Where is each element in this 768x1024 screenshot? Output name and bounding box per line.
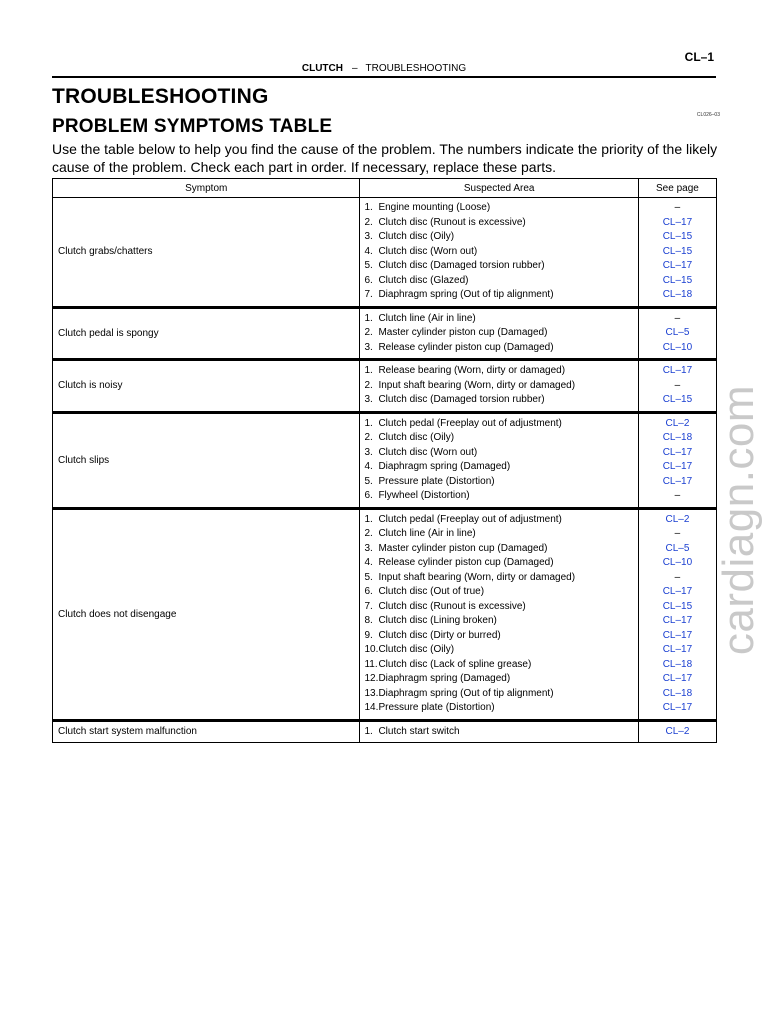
suspected-area-item bbox=[360, 643, 637, 658]
item-area: Clutch line (Air in line) bbox=[378, 528, 476, 539]
page-reference-link[interactable]: CL–18 bbox=[662, 289, 693, 300]
suspected-area-item bbox=[360, 312, 637, 327]
suspected-area-item bbox=[360, 672, 637, 687]
item-number: 7. bbox=[364, 289, 373, 300]
header-rule bbox=[52, 76, 716, 78]
item-number: 5. bbox=[364, 260, 373, 271]
suspected-area-cell bbox=[360, 720, 638, 743]
item-area: Clutch disc (Worn out) bbox=[378, 446, 478, 458]
item-area: Engine mounting (Loose) bbox=[378, 202, 491, 213]
suspected-area-cell bbox=[360, 307, 638, 360]
suspected-area-item bbox=[360, 614, 637, 629]
suspected-area-item bbox=[360, 542, 637, 557]
symptom-cell: Clutch is noisy bbox=[53, 360, 360, 413]
see-page-cell bbox=[638, 198, 716, 308]
suspected-area-item bbox=[360, 687, 637, 702]
see-page-cell bbox=[638, 307, 716, 360]
item-area: Clutch start switch bbox=[378, 725, 460, 737]
item-area: Diaphragm spring (Out of tip alignment) bbox=[378, 289, 554, 300]
item-number: 12. bbox=[364, 673, 379, 684]
page-reference-link[interactable]: CL–5 bbox=[665, 542, 690, 554]
item-area: Release bearing (Worn, dirty or damaged) bbox=[378, 365, 566, 376]
running-header bbox=[52, 63, 716, 74]
suspected-area-item bbox=[360, 658, 637, 673]
suspected-area-item bbox=[360, 431, 637, 446]
suspected-area-cell bbox=[360, 198, 638, 308]
page-reference-link[interactable]: CL–17 bbox=[662, 629, 693, 641]
table-row bbox=[53, 720, 717, 743]
table-body bbox=[53, 198, 717, 743]
page-reference-link[interactable]: CL–2 bbox=[665, 513, 690, 525]
suspected-area-item bbox=[360, 585, 637, 600]
see-page-cell bbox=[638, 720, 716, 743]
item-number: 3. bbox=[364, 394, 373, 405]
suspected-area-item bbox=[360, 571, 637, 586]
item-number: 1. bbox=[364, 365, 373, 376]
item-number: 13. bbox=[364, 687, 379, 699]
item-area: Release cylinder piston cup (Damaged) bbox=[378, 557, 554, 568]
page-title: TROUBLESHOOTING bbox=[52, 85, 269, 108]
table-row bbox=[53, 198, 717, 308]
page-reference-link[interactable]: CL–17 bbox=[662, 475, 693, 487]
page-reference-link[interactable]: CL–17 bbox=[662, 644, 693, 655]
item-number: 3. bbox=[364, 446, 373, 458]
page-reference-link[interactable]: CL–17 bbox=[662, 365, 693, 376]
header-see-page: See page bbox=[638, 179, 716, 198]
symptom-cell: Clutch start system malfunction bbox=[53, 720, 360, 743]
item-number: 6. bbox=[364, 586, 373, 597]
item-area: Input shaft bearing (Worn, dirty or damaged) bbox=[378, 379, 576, 391]
page-reference-link[interactable]: CL–15 bbox=[662, 274, 693, 286]
item-area: Clutch line (Air in line) bbox=[378, 312, 476, 324]
item-number: 4. bbox=[364, 461, 373, 472]
suspected-area-item bbox=[360, 326, 637, 341]
suspected-area-item bbox=[360, 527, 637, 542]
item-number: 3. bbox=[364, 542, 373, 554]
item-number: 4. bbox=[364, 245, 373, 257]
page-reference-link[interactable]: CL–15 bbox=[662, 231, 693, 242]
suspected-area-item bbox=[360, 259, 637, 274]
page-reference-link[interactable]: CL–17 bbox=[662, 702, 693, 713]
suspected-area-item bbox=[360, 600, 637, 615]
item-area: Clutch pedal (Freeplay out of adjustment) bbox=[378, 417, 562, 429]
page-reference-link[interactable]: CL–5 bbox=[665, 327, 690, 338]
item-number: 2. bbox=[364, 379, 373, 391]
item-number: 1. bbox=[364, 202, 373, 213]
item-number: 6. bbox=[364, 490, 373, 501]
page-reference-link[interactable]: CL–17 bbox=[662, 673, 693, 684]
problem-symptoms-table bbox=[52, 178, 717, 743]
suspected-area-item bbox=[360, 364, 637, 379]
symptom-cell: Clutch grabs/chatters bbox=[53, 198, 360, 308]
page-reference-link[interactable]: CL–17 bbox=[662, 446, 693, 458]
page-reference-link[interactable]: CL–10 bbox=[662, 341, 693, 353]
item-number: 3. bbox=[364, 231, 373, 242]
suspected-area-item bbox=[360, 460, 637, 475]
suspected-area-item bbox=[360, 489, 637, 504]
item-area: Clutch disc (Damaged torsion rubber) bbox=[378, 394, 545, 405]
suspected-area-item bbox=[360, 230, 637, 245]
page-reference: – bbox=[674, 490, 681, 501]
item-number: 1. bbox=[364, 417, 373, 429]
item-area: Flywheel (Distortion) bbox=[378, 490, 470, 501]
page-reference: – bbox=[674, 379, 681, 391]
item-area: Clutch disc (Worn out) bbox=[378, 245, 478, 257]
page-reference-link[interactable]: CL–17 bbox=[662, 461, 693, 472]
item-number: 1. bbox=[364, 513, 373, 525]
section-title: PROBLEM SYMPTOMS TABLE bbox=[52, 116, 333, 137]
item-number: 2. bbox=[364, 528, 373, 539]
item-number: 11. bbox=[364, 658, 378, 670]
suspected-area-item bbox=[360, 556, 637, 571]
page-reference-link[interactable]: CL–17 bbox=[662, 260, 693, 271]
item-area: Clutch disc (Damaged torsion rubber) bbox=[378, 260, 545, 271]
item-area: Clutch disc (Lining broken) bbox=[378, 615, 497, 626]
item-area: Clutch disc (Runout is excessive) bbox=[378, 600, 526, 612]
page-reference: – bbox=[674, 528, 681, 539]
header-chapter: TROUBLESHOOTING bbox=[365, 63, 467, 74]
item-number: 1. bbox=[364, 312, 373, 324]
page-reference: – bbox=[674, 312, 681, 324]
page-reference: – bbox=[674, 571, 681, 583]
page-reference-link[interactable]: CL–18 bbox=[662, 687, 693, 699]
item-number: 4. bbox=[364, 557, 373, 568]
item-number: 2. bbox=[364, 432, 373, 443]
suspected-area-item bbox=[360, 274, 637, 289]
header-suspected-area: Suspected Area bbox=[360, 179, 638, 198]
table-row bbox=[53, 307, 717, 360]
item-area: Clutch disc (Oily) bbox=[378, 231, 455, 242]
suspected-area-cell bbox=[360, 412, 638, 508]
item-number: 10. bbox=[364, 644, 379, 655]
item-area: Clutch disc (Oily) bbox=[378, 432, 455, 443]
suspected-area-item bbox=[360, 725, 637, 740]
page-reference-link[interactable]: CL–2 bbox=[665, 417, 690, 429]
page-reference-link[interactable]: CL–17 bbox=[662, 615, 693, 626]
suspected-area-item bbox=[360, 216, 637, 231]
page-reference-link[interactable]: CL–10 bbox=[662, 557, 693, 568]
table-header-row bbox=[53, 179, 717, 198]
suspected-area-item bbox=[360, 446, 637, 461]
symptom-cell: Clutch slips bbox=[53, 412, 360, 508]
item-number: 14. bbox=[364, 702, 379, 713]
page-number: CL–1 bbox=[684, 50, 714, 64]
header-separator: – bbox=[351, 63, 358, 74]
suspected-area-cell bbox=[360, 360, 638, 413]
table-row bbox=[53, 412, 717, 508]
item-number: 8. bbox=[364, 615, 373, 626]
suspected-area-item bbox=[360, 393, 637, 408]
page-reference-link[interactable]: CL–18 bbox=[662, 432, 693, 443]
item-number: 7. bbox=[364, 600, 373, 612]
page-reference-link[interactable]: CL–17 bbox=[662, 586, 693, 597]
item-area: Diaphragm spring (Damaged) bbox=[378, 673, 511, 684]
header-section: CLUTCH bbox=[301, 63, 343, 74]
document-code: CL026–03 bbox=[696, 112, 720, 118]
header-symptom: Symptom bbox=[53, 179, 360, 198]
item-number: 2. bbox=[364, 327, 373, 338]
item-number: 5. bbox=[364, 571, 373, 583]
suspected-area-item bbox=[360, 379, 637, 394]
page-reference-link[interactable]: CL–15 bbox=[662, 394, 693, 405]
table-row bbox=[53, 360, 717, 413]
suspected-area-cell bbox=[360, 508, 638, 720]
suspected-area-item bbox=[360, 288, 637, 303]
item-area: Master cylinder piston cup (Damaged) bbox=[378, 327, 548, 338]
item-number: 2. bbox=[364, 216, 373, 228]
suspected-area-item bbox=[360, 475, 637, 490]
suspected-area-item bbox=[360, 245, 637, 260]
item-area: Clutch disc (Runout is excessive) bbox=[378, 216, 526, 228]
item-area: Pressure plate (Distortion) bbox=[378, 702, 495, 713]
suspected-area-item bbox=[360, 417, 637, 432]
table-row bbox=[53, 508, 717, 720]
item-area: Diaphragm spring (Out of tip alignment) bbox=[378, 687, 554, 699]
suspected-area-item bbox=[360, 341, 637, 356]
item-area: Input shaft bearing (Worn, dirty or damaged) bbox=[378, 571, 576, 583]
page-reference-link[interactable]: CL–15 bbox=[662, 600, 693, 612]
suspected-area-item bbox=[360, 629, 637, 644]
page-reference-link[interactable]: CL–2 bbox=[665, 725, 690, 737]
item-number: 5. bbox=[364, 475, 373, 487]
item-area: Diaphragm spring (Damaged) bbox=[378, 461, 511, 472]
item-area: Clutch pedal (Freeplay out of adjustment) bbox=[378, 513, 562, 525]
suspected-area-item bbox=[360, 701, 637, 716]
item-number: 6. bbox=[364, 274, 373, 286]
item-area: Release cylinder piston cup (Damaged) bbox=[378, 341, 554, 353]
suspected-area-item bbox=[360, 513, 637, 528]
page-reference: – bbox=[674, 202, 681, 213]
page-reference-link[interactable]: CL–17 bbox=[662, 216, 693, 228]
item-number: 1. bbox=[364, 725, 373, 737]
item-area: Clutch disc (Oily) bbox=[378, 644, 455, 655]
symptom-cell: Clutch does not disengage bbox=[53, 508, 360, 720]
item-area: Clutch disc (Glazed) bbox=[378, 274, 469, 286]
item-number: 3. bbox=[364, 341, 373, 353]
item-area: Clutch disc (Out of true) bbox=[378, 586, 485, 597]
intro-paragraph: Use the table below to help you find the cause of the problem. The numbers indicate the priority of the likely cause of the problem. Check each part in order. If necessary, replace these parts. bbox=[52, 141, 718, 175]
symptom-cell: Clutch pedal is spongy bbox=[53, 307, 360, 360]
page-reference-link[interactable]: CL–15 bbox=[662, 245, 693, 257]
watermark-text: cardiagn.com bbox=[714, 384, 763, 656]
item-area: Clutch disc (Lack of spline grease) bbox=[378, 658, 532, 670]
item-area: Master cylinder piston cup (Damaged) bbox=[378, 542, 548, 554]
item-number: 9. bbox=[364, 629, 373, 641]
item-area: Pressure plate (Distortion) bbox=[378, 475, 495, 487]
page-reference-link[interactable]: CL–18 bbox=[662, 658, 693, 670]
watermark bbox=[704, 380, 768, 660]
suspected-area-item bbox=[360, 201, 637, 216]
item-area: Clutch disc (Dirty or burred) bbox=[378, 629, 501, 641]
